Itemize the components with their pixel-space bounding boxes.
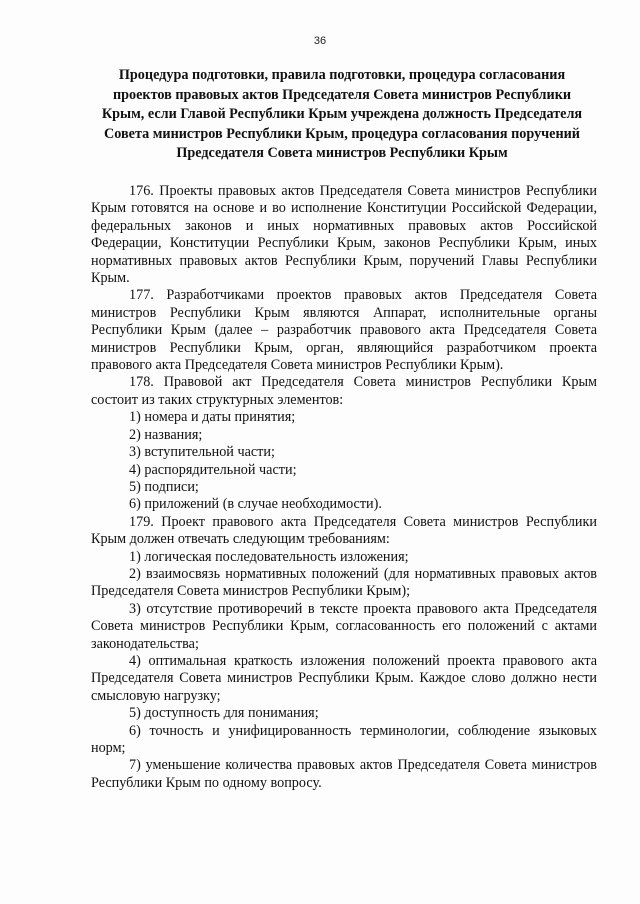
list-item: 5) подписи; <box>129 478 199 495</box>
paragraph-178: 178. Правовой акт Председателя Совета министров Республики Крым состоит из таких структурных элементов: <box>91 374 597 408</box>
list-item: 6) приложений (в случае необходимости). <box>129 496 382 513</box>
list-item: 2) названия; <box>129 426 203 443</box>
paragraph-179: 179. Проект правового акта Председателя Совета министров Республики Крым должен отвечать следующим требованиям: <box>91 513 597 548</box>
list-item: 4) распорядительной части; <box>129 461 297 478</box>
paragraph-177: 177. Разработчиками проектов правовых актов Председателя Совета министров Республики Крым являются Аппарат, исполнительные органы Республики Крым (далее – разработчик правового акта Председателя Совета министров Республики Крым, орган, являющийся разработчиком проекта правового акта Председателя Совета министров Республики Крым). <box>91 287 597 374</box>
document-body <box>91 183 597 792</box>
page-number: 36 <box>313 35 327 47</box>
paragraph-176: 176. Проекты правовых актов Председателя Совета министров Республики Крым готовятся на основе и во исполнение Конституции Российской Федерации, федеральных законов и иных нормативных правовых актов Российской Федерации, Конституции Республики Крым, законов Республики Крым, иных нормативных правовых актов Республики Крым, поручений Главы Республики Крым. <box>91 183 597 287</box>
list-item: 1) номера и даты принятия; <box>129 409 296 426</box>
list-item: 3) отсутствие противоречий в тексте проекта правового акта Председателя Совета министров Республики Крым, согласованность его положений с актами законодательства; <box>91 600 597 652</box>
list-item: 3) вступительной части; <box>129 444 275 461</box>
list-item: 1) логическая последовательность изложения; <box>129 548 409 565</box>
list-item: 5) доступность для понимания; <box>129 705 319 722</box>
list-item: 2) взаимосвязь нормативных положений (для нормативных правовых актов Председателя Совета министров Республики Крым); <box>91 565 597 600</box>
list-item: 7) уменьшение количества правовых актов Председателя Совета министров Республики Крым по одному вопросу. <box>91 757 597 791</box>
list-item: 4) оптимальная краткость изложения положений проекта правового акта Председателя Совета министров Республики Крым. Каждое слово должно нести смысловую нагрузку; <box>91 652 597 704</box>
list-item: 6) точность и унифицированность терминологии, соблюдение языковых норм; <box>91 722 597 756</box>
section-title: Процедура подготовки, правила подготовки, процедура согласования проектов правовых актов Председателя Совета министров Республики Крым, если Главой Республики Крым учреждена должность Председателя Совета министров Республики Крым, процедура согласования поручений Председателя Совета министров Республики Крым <box>101 67 583 161</box>
